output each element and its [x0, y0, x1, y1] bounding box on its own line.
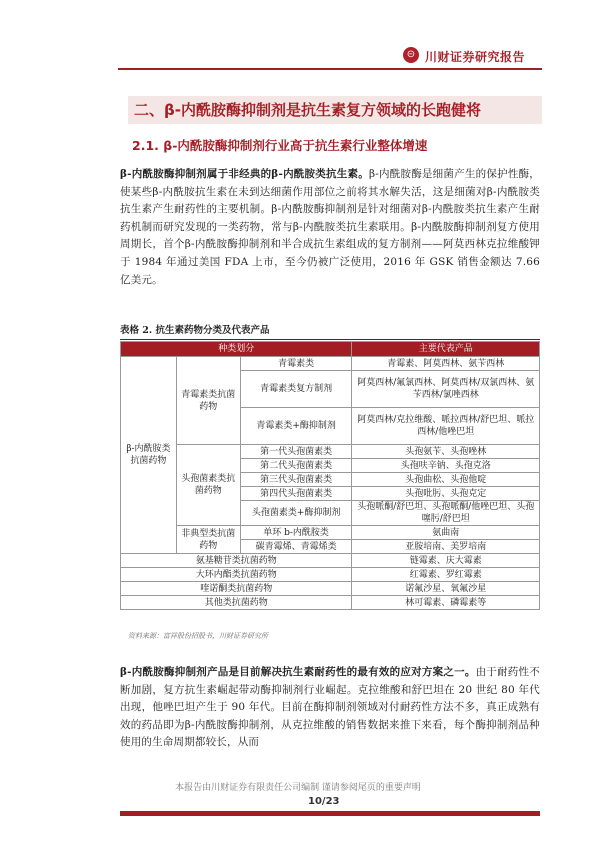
- cell-subtype: 头孢菌素类+酶抑制剂: [240, 501, 352, 526]
- paragraph-1-lead: β-内酰胺酶抑制剂属于非经典的β-内酰胺类抗生素。: [120, 168, 369, 180]
- cell-cephalosporin-group: 头孢菌素类抗菌药物: [176, 445, 240, 526]
- cell-subtype: 青霉素类+酶抑制剂: [240, 408, 352, 445]
- cell-product: 头孢曲松、头孢他啶: [352, 473, 540, 487]
- antibiotic-classification-table: [120, 341, 540, 610]
- cell-product: 头孢哌酮/舒巴坦、头孢哌酮/他唑巴坦、头孢噻肟/舒巴坦: [352, 501, 540, 526]
- cell-subtype: 碳青霉烯、青霉烯类: [240, 540, 352, 554]
- cell-subtype: 第三代头孢菌素类: [240, 473, 352, 487]
- cell-product: 氨曲南: [352, 526, 540, 540]
- table-row: [121, 596, 540, 610]
- cell-product: 林可霉素、磷霉素等: [352, 596, 540, 610]
- paragraph-1-body: β-内酰胺酶是细菌产生的保护性酶，使某些β-内酰胺抗生素在未到达细菌作用部位之前将其水解失活，这是细菌对β-内酰胺类抗生素产生耐药性的主要机制。β-内酰胺酶抑制剂是针对细菌对β-内酰胺类抗生素产生耐药机制而研究发现的一类药物，常与β-内酰胺类抗生素联用。β-内酰胺酶抑制剂复方使用周期长，首个β-内酰胺酶抑制剂和半合成抗生素组成的复方制剂——阿莫西林克拉维酸钾于 1984 年通过美国 FDA 上市，至今仍被广泛使用，2016 年 GSK 销售金额达 7.66 亿美元。: [120, 168, 540, 286]
- cell-product: 诺氟沙星、氧氟沙星: [352, 582, 540, 596]
- cell-product: 阿莫西林/氟氯西林、阿莫西林/双氯西林、氨苄西林/氯唑西林: [352, 371, 540, 408]
- cell-subtype: 青霉素类: [240, 357, 352, 371]
- cell-atypical-group: 非典型类抗菌药物: [176, 526, 240, 554]
- cell-subtype: 第二代头孢菌素类: [240, 459, 352, 473]
- company-logo-icon: ⊝: [403, 47, 419, 63]
- table-header-category: 种类划分: [121, 342, 352, 357]
- table-header-products: 主要代表产品: [352, 342, 540, 357]
- cell-other-class: 其他类抗菌药物: [121, 596, 352, 610]
- cell-subtype: 单环 b-内酰胺类: [240, 526, 352, 540]
- paragraph-1: [120, 166, 540, 289]
- table-caption: 表格 2. 抗生素药物分类及代表产品: [120, 322, 540, 340]
- subsection-title: 2.1. β-内酰胺酶抑制剂行业高于抗生素行业整体增速: [132, 138, 428, 153]
- table-source: 资料来源：富祥股份招股书，川财证券研究所: [128, 632, 268, 640]
- paragraph-2-lead: β-内酰胺酶抑制剂产品是目前解决抗生素耐药性的最有效的应对方案之一。: [120, 666, 476, 678]
- cell-beta-lactam: β-内酰胺类抗菌药物: [121, 357, 177, 554]
- page-number: 10/23: [308, 796, 340, 807]
- table-row: [121, 568, 540, 582]
- report-brand-title: 川财证券研究报告: [425, 50, 526, 64]
- cell-subtype: 第四代头孢菌素类: [240, 487, 352, 501]
- table-row: [121, 526, 540, 540]
- cell-product: 头孢吡肟、头孢克定: [352, 487, 540, 501]
- cell-product: 亚胺培南、美罗培南: [352, 540, 540, 554]
- table-row: [121, 554, 540, 568]
- cell-product: 头孢呋辛钠、头孢克洛: [352, 459, 540, 473]
- cell-penicillin-group: 青霉素类抗菌药物: [176, 357, 240, 445]
- table-header-row: [121, 342, 540, 357]
- cell-subtype: 第一代头孢菌素类: [240, 445, 352, 459]
- section-title: 二、β-内酰胺酶抑制剂是抗生素复方领域的长跑健将: [128, 96, 542, 124]
- cell-product: 头孢氨苄、头孢唑林: [352, 445, 540, 459]
- cell-other-class: 氨基糖苷类抗菌药物: [121, 554, 352, 568]
- page-header: [118, 46, 542, 70]
- table-row: [121, 357, 540, 371]
- cell-other-class: 大环内酯类抗菌药物: [121, 568, 352, 582]
- cell-other-class: 喹诺酮类抗菌药物: [121, 582, 352, 596]
- cell-product: 红霉素、罗红霉素: [352, 568, 540, 582]
- cell-subtype: 青霉素类复方制剂: [240, 371, 352, 408]
- paragraph-2-body: 由于耐药性不断加剧，复方抗生素崛起带动酶抑制剂行业崛起。克拉维酸和舒巴坦在 20 世纪 80 年代出现，他唑巴坦产生于 90 年代。目前在酶抑制剂领域对付耐药性方法不多，真正成熟有效的药品即为β-内酰胺酶抑制剂，从克拉维酸的销售数据来推下来看，每个酶抑制剂品种使用的生命周期都较长，从而: [120, 666, 540, 749]
- header-rule: [118, 68, 542, 70]
- cell-product: 链霉素、庆大霉素: [352, 554, 540, 568]
- footer-bar: [120, 811, 540, 816]
- footer-disclaimer: 本报告由川财证券有限责任公司编制 谨请参阅尾页的重要声明: [175, 783, 421, 793]
- table-row: [121, 582, 540, 596]
- paragraph-2: [120, 664, 540, 752]
- cell-product: 青霉素、阿莫西林、氨苄西林: [352, 357, 540, 371]
- table-row: [121, 445, 540, 459]
- cell-product: 阿莫西林/克拉维酸、哌拉西林/舒巴坦、哌拉西林/他唑巴坦: [352, 408, 540, 445]
